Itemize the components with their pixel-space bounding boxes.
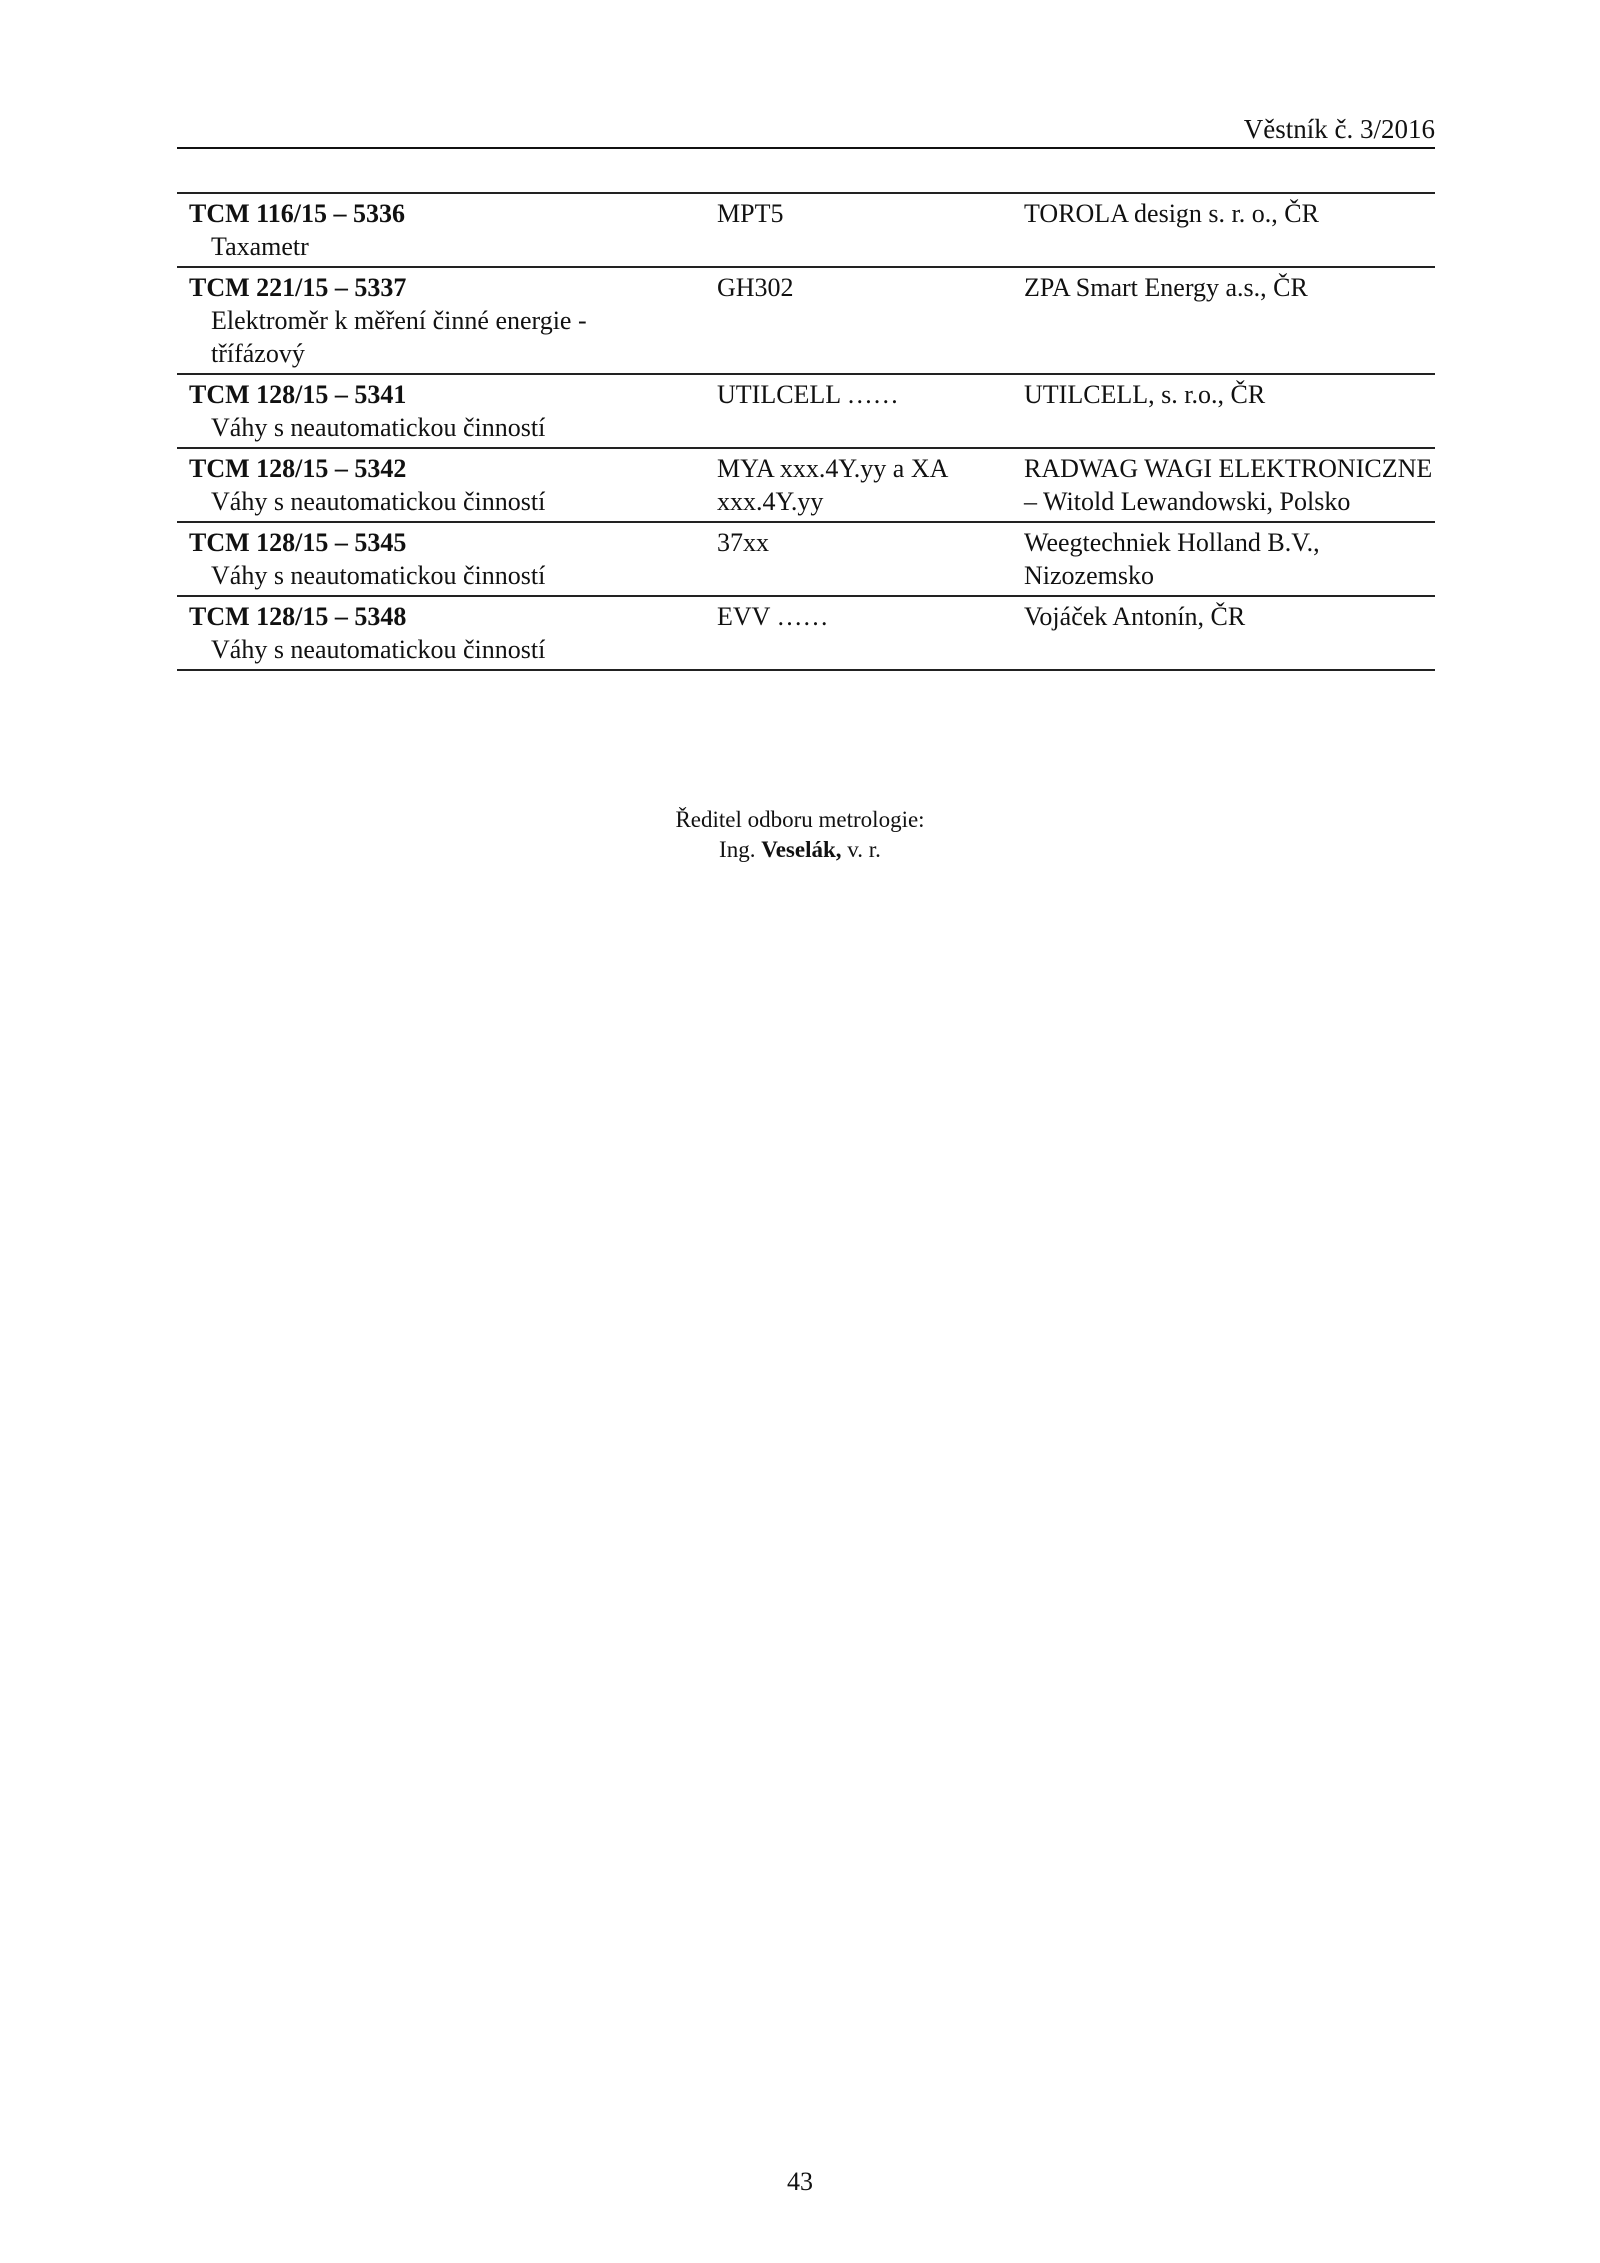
table-row (177, 448, 1435, 522)
signatory-role: Ředitel odboru metrologie: (675, 807, 925, 832)
instrument-description: Váhy s neautomatickou činností (211, 413, 546, 442)
tcm-code: TCM 221/15 – 5337 (189, 273, 407, 302)
tcm-code: TCM 128/15 – 5342 (189, 454, 407, 483)
manufacturer-cell: ZPA Smart Energy a.s., ČR (1024, 267, 1435, 374)
table-row (177, 596, 1435, 670)
record-id-cell (177, 596, 717, 670)
model-cell: MPT5 (717, 193, 1024, 267)
model-cell: UTILCELL …… (717, 374, 1024, 448)
tcm-code: TCM 128/15 – 5345 (189, 528, 407, 557)
signatory-title: Ing. (719, 837, 756, 862)
record-id-cell (177, 374, 717, 448)
instrument-description: Elektroměr k měření činné energie - třífázový (211, 306, 587, 368)
model-cell: GH302 (717, 267, 1024, 374)
journal-issue-title: Věstník č. 3/2016 (1243, 114, 1435, 144)
record-id-cell (177, 522, 717, 596)
manufacturer-cell: Vojáček Antonín, ČR (1024, 596, 1435, 670)
instrument-description: Taxametr (211, 232, 309, 261)
approval-records-table (177, 192, 1435, 671)
manufacturer-cell: RADWAG WAGI ELEKTRONICZNE – Witold Lewandowski, Polsko (1024, 448, 1435, 522)
table-row (177, 374, 1435, 448)
instrument-description: Váhy s neautomatickou činností (211, 487, 546, 516)
tcm-code: TCM 128/15 – 5341 (189, 380, 407, 409)
manufacturer-cell: UTILCELL, s. r.o., ČR (1024, 374, 1435, 448)
tcm-code: TCM 116/15 – 5336 (189, 199, 405, 228)
table-row (177, 193, 1435, 267)
table-row (177, 267, 1435, 374)
tcm-code: TCM 128/15 – 5348 (189, 602, 407, 631)
record-id-cell (177, 448, 717, 522)
instrument-description: Váhy s neautomatickou činností (211, 561, 546, 590)
manufacturer-cell: Weegtechniek Holland B.V., Nizozemsko (1024, 522, 1435, 596)
header-divider (177, 147, 1435, 149)
signatory-suffix: v. r. (847, 837, 881, 862)
signatory-name: Veselák, (761, 837, 842, 862)
model-cell: EVV …… (717, 596, 1024, 670)
signature-block (0, 805, 1600, 865)
table-row (177, 522, 1435, 596)
record-id-cell (177, 193, 717, 267)
record-id-cell (177, 267, 717, 374)
model-cell: 37xx (717, 522, 1024, 596)
manufacturer-cell: TOROLA design s. r. o., ČR (1024, 193, 1435, 267)
page-number: 43 (787, 2167, 813, 2196)
instrument-description: Váhy s neautomatickou činností (211, 635, 546, 664)
model-cell: MYA xxx.4Y.yy a XA xxx.4Y.yy (717, 448, 1024, 522)
signatory-line (0, 835, 1600, 865)
